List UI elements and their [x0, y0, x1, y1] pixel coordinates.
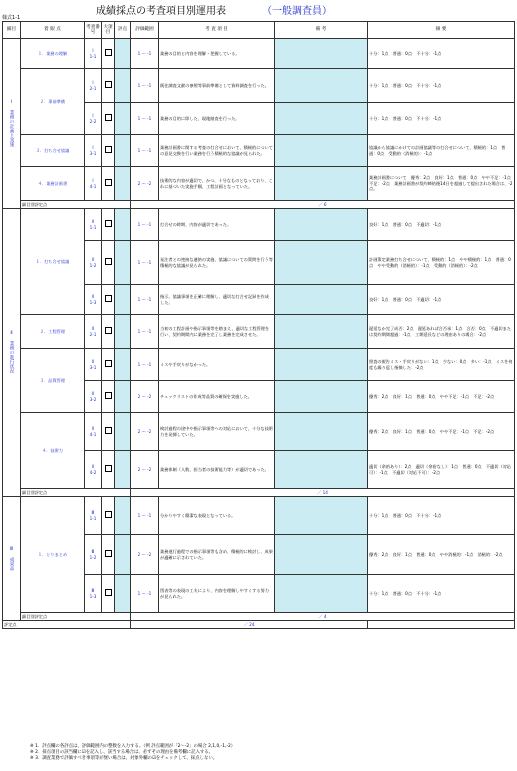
footnote: ※ 2．採点項目の該当欄に☑を記入し、該当する場合は、必ずその理由を備考欄に記入する。	[30, 750, 214, 755]
viewpoint-cell: ３．打ち合せ協議	[21, 135, 85, 167]
summary-cell: 優秀：2点 良好：1点 普通：0点 やや不足：-1点 不足：-2点	[368, 381, 515, 413]
remarks-input[interactable]	[275, 241, 368, 285]
score-range: 2 〜 -2	[131, 451, 159, 489]
exclude-cell	[102, 381, 115, 413]
item-number: Ⅰ 3-1	[85, 135, 102, 167]
viewpoint-cell: １．業務の理解	[21, 39, 85, 69]
exclude-cell	[102, 209, 115, 241]
viewpoint-cell: １．とりまとめ	[21, 497, 85, 613]
summary-cell: 優秀：2点 良好：1点 普通：0点 やや不足：-1点 不足：-2点	[368, 413, 515, 451]
score-range: 1 〜 -1	[131, 575, 159, 613]
summary-cell: 十分：1点 普通：0点 不十分：-1点	[368, 497, 515, 535]
item-number: Ⅱ 2-1	[85, 315, 102, 349]
item-number: Ⅰ 2-2	[85, 103, 102, 135]
header-cell: 細目	[3, 22, 21, 39]
header-cell: 摘 要	[368, 22, 515, 39]
summary-cell: 計画策定業務打ち合せについて、積極的：1点 やや積極的：1点 普通：0点 やや受動的（消極的）：-1点 受動的（消極的）：-2点	[368, 241, 515, 285]
score-input[interactable]	[115, 381, 131, 413]
score-input[interactable]	[115, 285, 131, 315]
section-label: Ⅱ 業務の進行状況	[9, 331, 14, 374]
footnote: ※ 1．評点欄の各評点は、評価範囲内の整数を入力する。（例 評点範囲が「2〜-2」の場合 2,1,0,-1,-2）	[30, 744, 236, 749]
subtotal-label: 細目別評定点	[21, 613, 131, 621]
score-range: 1 〜 -1	[131, 315, 159, 349]
score-input[interactable]	[115, 535, 131, 575]
summary-cell: 遅延なか完了成否：2点 遅延あれば合否承：1点 合否：0点 不適切または契約期間超過：-1点 工期延長などの理由ありの場合：-2点	[368, 315, 515, 349]
check-item: 既往調査文献の参照等事前準備として資料調査を行った。	[159, 69, 275, 103]
item-number: Ⅰ 1-1	[85, 39, 102, 69]
check-item: 業務の目的に即した、現地踏査を行った。	[159, 103, 275, 135]
score-input[interactable]	[115, 497, 131, 535]
exclude-cell	[102, 285, 115, 315]
remarks-input[interactable]	[275, 103, 368, 135]
exclude-checkbox[interactable]	[105, 295, 112, 302]
item-number: Ⅱ 3-1	[85, 349, 102, 381]
summary-cell: 優秀：2点 良好：1点 普通：0点 やや消極的：-1点 消極的：-2点	[368, 535, 515, 575]
check-item: 発注者との密接な連絡の実施、協議についての質問を行う等積極的な協議が見られた。	[159, 241, 275, 285]
exclude-checkbox[interactable]	[105, 589, 112, 596]
total-row	[3, 621, 515, 629]
item-number: Ⅱ 1-1	[85, 209, 102, 241]
item-number: Ⅱ 1-3	[85, 285, 102, 315]
table-row	[3, 413, 515, 451]
exclude-checkbox[interactable]	[105, 465, 112, 472]
score-input[interactable]	[115, 413, 131, 451]
footnote: ※ 3．調査業務で評価すべき事項等が無い場合は、対象外欄の☑をチェックして、採点しない。	[30, 756, 218, 761]
score-input[interactable]	[115, 241, 131, 285]
viewpoint-cell: ３．品質管理	[21, 349, 85, 413]
check-item: 指示、協議事項を正確に理解し、適切な打合せ記録を作成した。	[159, 285, 275, 315]
exclude-checkbox[interactable]	[105, 258, 112, 265]
table-body	[3, 39, 515, 629]
score-input[interactable]	[115, 103, 131, 135]
exclude-cell	[102, 315, 115, 349]
summary-cell: 良好：1点 普通：0点 不適切：-1点	[368, 285, 515, 315]
summary-cell: 業務計画書について 優秀：2点 良好：1点 普通：0点 やや不足：-1点 不足：-2点 業務計画書が契約締結後14日を超過して提出された場合は、-2点。	[368, 167, 515, 201]
item-number: Ⅰ 4-1	[85, 167, 102, 201]
score-range: 1 〜 -1	[131, 349, 159, 381]
header-cell: 考査番号	[85, 22, 102, 39]
check-item: 分かりやすく簡潔な表現となっている。	[159, 497, 275, 535]
item-number: Ⅲ 1-2	[85, 535, 102, 575]
summary-cell: 十分：1点 普通：0点 不十分：-1点	[368, 103, 515, 135]
summary-cell: 十分：1点 普通：0点 不十分：-1点	[368, 69, 515, 103]
score-range: 1 〜 -1	[131, 241, 159, 285]
table-row	[3, 69, 515, 103]
subtotal-score: ／ 14	[131, 489, 515, 497]
subtotal-label: 細目別評定点	[21, 489, 131, 497]
score-range: 1 〜 -1	[131, 209, 159, 241]
subtotal-row	[3, 613, 515, 621]
viewpoint-cell: ４．業務計画書	[21, 167, 85, 201]
exclude-checkbox[interactable]	[105, 511, 112, 518]
viewpoint-cell: ２．工程管理	[21, 315, 85, 349]
form-subtitle: （一般調査員）	[262, 6, 332, 17]
remarks-input[interactable]	[275, 451, 368, 489]
remarks-input[interactable]	[275, 209, 368, 241]
item-number: Ⅱ 3-2	[85, 381, 102, 413]
remarks-input[interactable]	[275, 381, 368, 413]
exclude-cell	[102, 535, 115, 575]
exclude-cell	[102, 69, 115, 103]
header-cell: 評点	[115, 22, 131, 39]
table-row	[3, 135, 515, 167]
summary-cell: 良好：1点 普通：0点 不適切：-1点	[368, 209, 515, 241]
remarks-input[interactable]	[275, 497, 368, 535]
exclude-checkbox[interactable]	[105, 81, 112, 88]
remarks-input[interactable]	[275, 413, 368, 451]
subtotal-row	[3, 489, 515, 497]
section-label: Ⅰ 業務の計画と実施	[9, 100, 14, 147]
score-input[interactable]	[115, 575, 131, 613]
check-item: 打合せの時期、内容が適切であった。	[159, 209, 275, 241]
score-range: 1 〜 -1	[131, 135, 159, 167]
table-row	[3, 209, 515, 241]
remarks-input[interactable]	[275, 315, 368, 349]
check-item: チェックリストの作成等品質の確保を実施した。	[159, 381, 275, 413]
table-row	[3, 349, 515, 381]
exclude-cell	[102, 39, 115, 69]
check-item: 業務の目的と内容を理解・把握している。	[159, 39, 275, 69]
check-item: 業務計画書に関する考査の打合せにおいて、積極的についての意見交換を行い業務を行う積極的な協議が見られた。	[159, 135, 275, 167]
viewpoint-cell: ４．技術力	[21, 413, 85, 489]
exclude-cell	[102, 103, 115, 135]
score-range: 1 〜 -1	[131, 39, 159, 69]
exclude-checkbox[interactable]	[105, 360, 112, 367]
score-input[interactable]	[115, 39, 131, 69]
form-title: 成績採点の考査項目別運用表	[96, 6, 226, 17]
form-number: 様式1-1	[2, 15, 21, 21]
exclude-checkbox[interactable]	[105, 550, 112, 557]
viewpoint-cell: ２．事前準備	[21, 69, 85, 135]
check-item: 検討過程の途中や指示事項等への対応において、十分な技術力を発揮していた。	[159, 413, 275, 451]
summary-cell: 協議から協議にかけての計画協議等の打合せについて、積極的：1点 普通：0点 受動的（消極的）：-1点	[368, 135, 515, 167]
remarks-input[interactable]	[275, 39, 368, 69]
score-input[interactable]	[115, 69, 131, 103]
header-cell: 備 考	[275, 22, 368, 39]
table-row	[3, 167, 515, 201]
subtotal-label: 細目別評定点	[21, 201, 131, 209]
score-input[interactable]	[115, 315, 131, 349]
header-cell: 考 査 項 目	[159, 22, 275, 39]
total-blank	[368, 621, 515, 629]
section-cell	[3, 497, 21, 621]
exclude-cell	[102, 135, 115, 167]
item-number: Ⅱ 1-2	[85, 241, 102, 285]
score-input[interactable]	[115, 349, 131, 381]
remarks-input[interactable]	[275, 135, 368, 167]
header-cell: 着 眼 点	[21, 22, 85, 39]
subtotal-row	[3, 201, 515, 209]
viewpoint-cell: １．打ち合せ協議	[21, 209, 85, 315]
item-number: Ⅲ 1-3	[85, 575, 102, 613]
page-header	[0, 2, 517, 16]
score-range: 2 〜 -2	[131, 381, 159, 413]
footnotes	[30, 744, 510, 762]
exclude-checkbox[interactable]	[105, 179, 112, 186]
section-cell	[3, 209, 21, 497]
exclude-checkbox[interactable]	[105, 49, 112, 56]
item-number: Ⅱ 4-1	[85, 413, 102, 451]
section-cell	[3, 39, 21, 209]
score-range: 1 〜 -1	[131, 103, 159, 135]
remarks-input[interactable]	[275, 535, 368, 575]
exclude-cell	[102, 413, 115, 451]
exclude-cell	[102, 497, 115, 535]
summary-cell: 照査の報告ミス・手戻りがない：1点 少ない：0点 多い：-1点 ミスを何度も繰り返し指摘した：-2点	[368, 349, 515, 381]
summary-cell: 十分：1点 普通：0点 不十分：-1点	[368, 575, 515, 613]
item-number: Ⅰ 2-1	[85, 69, 102, 103]
check-item: 技術的な内容が適切で、かつ、十分なものとなっており、これに基づいた実施手順、工程計画となっていた。	[159, 167, 275, 201]
score-range: 2 〜 -2	[131, 167, 159, 201]
table-row	[3, 315, 515, 349]
total-score: ／ 24	[131, 621, 368, 629]
score-range: 1 〜 -1	[131, 69, 159, 103]
score-input[interactable]	[115, 209, 131, 241]
summary-cell: 十分：1点 普通：0点 不十分：-1点	[368, 39, 515, 69]
item-number: Ⅱ 4-2	[85, 451, 102, 489]
exclude-checkbox[interactable]	[105, 392, 112, 399]
score-range: 1 〜 -1	[131, 497, 159, 535]
check-item: 業務体制（人数、担当者の技術能力等）が適切であった。	[159, 451, 275, 489]
subtotal-score: ／ 4	[131, 613, 515, 621]
exclude-cell	[102, 451, 115, 489]
exclude-cell	[102, 349, 115, 381]
exclude-checkbox[interactable]	[105, 114, 112, 121]
check-item: 当初の工程計画や指示事項等を踏まえ、適切な工程管理を行い、契約期間内に業務を完了し業務を完成させた。	[159, 315, 275, 349]
exclude-cell	[102, 575, 115, 613]
remarks-input[interactable]	[275, 349, 368, 381]
score-range: 2 〜 -2	[131, 535, 159, 575]
exclude-checkbox[interactable]	[105, 327, 112, 334]
section-label: Ⅲ 成果品	[9, 546, 14, 571]
score-input[interactable]	[115, 135, 131, 167]
check-item: 業務遂行過程での指示事項等も含め、積極的に検討し、成果が適確に示されていた。	[159, 535, 275, 575]
score-range: 1 〜 -1	[131, 285, 159, 315]
exclude-cell	[102, 241, 115, 285]
item-number: Ⅲ 1-1	[85, 497, 102, 535]
header-cell: 大項目	[102, 22, 115, 39]
header-cell: 評価範囲	[131, 22, 159, 39]
score-range: 2 〜 -2	[131, 413, 159, 451]
check-item: 図表等の表現の工夫により、内容を理解しやすくする努力が見られた。	[159, 575, 275, 613]
table-row	[3, 39, 515, 69]
evaluation-table	[2, 21, 515, 629]
exclude-checkbox[interactable]	[105, 146, 112, 153]
table-row	[3, 497, 515, 535]
check-item: ミスや手戻りがなかった。	[159, 349, 275, 381]
remarks-input[interactable]	[275, 575, 368, 613]
summary-cell: 適切（余裕あり）：2点 適切（余裕なし）：1点 普通：0点 不適切（対応可）：-1点 不適切（対応不可）：-2点	[368, 451, 515, 489]
exclude-checkbox[interactable]	[105, 427, 112, 434]
exclude-checkbox[interactable]	[105, 220, 112, 227]
score-input[interactable]	[115, 167, 131, 201]
remarks-input[interactable]	[275, 285, 368, 315]
total-label: 評定点	[3, 621, 131, 629]
remarks-input[interactable]	[275, 69, 368, 103]
subtotal-score: ／ 6	[131, 201, 515, 209]
exclude-cell	[102, 167, 115, 201]
score-input[interactable]	[115, 451, 131, 489]
remarks-input[interactable]	[275, 167, 368, 201]
table-header-row	[3, 22, 515, 39]
